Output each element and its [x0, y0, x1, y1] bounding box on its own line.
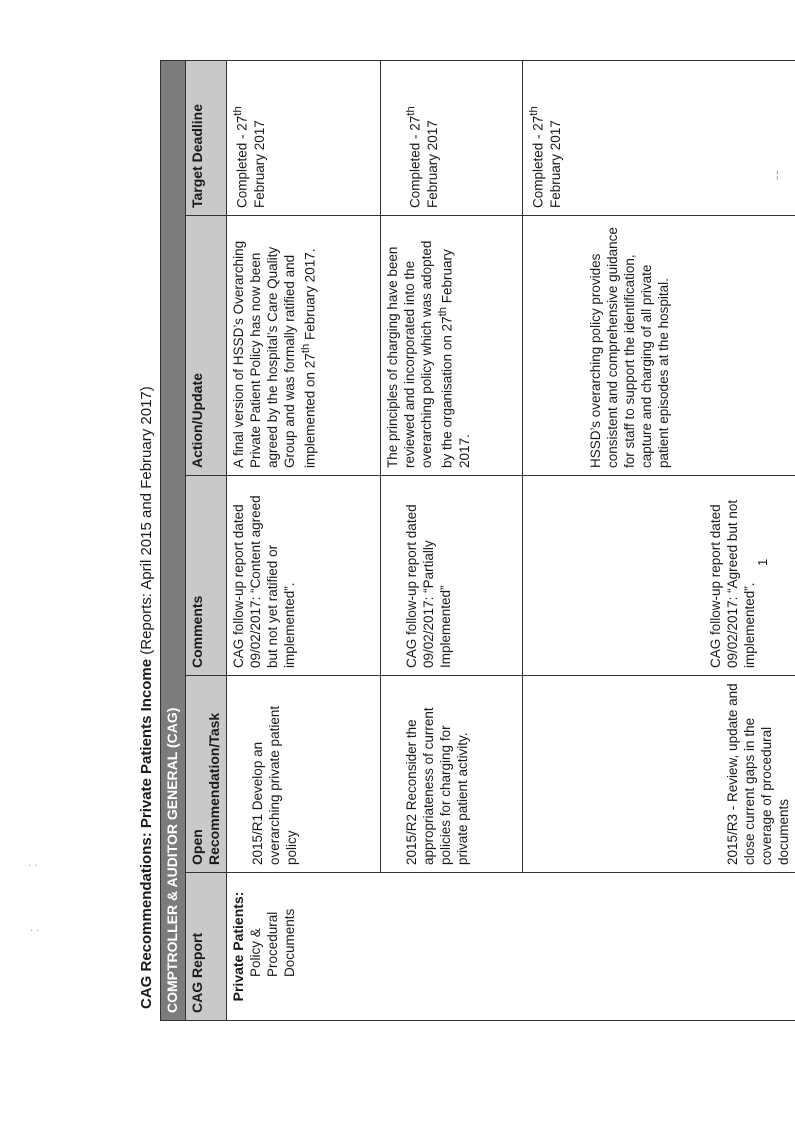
page-number: 1 [755, 558, 770, 566]
comments-cell: CAG follow-up report dated 09/02/2017: “Content agreed but not yet ratified or implemented”. [227, 476, 381, 676]
report-cell [227, 873, 795, 1021]
band-label: COMPTROLLER & AUDITOR GENERAL (CAG) [161, 60, 186, 1020]
deadline-sup: th [528, 106, 540, 116]
action-text: A final version of HSSD’s Overarching Private Patient Policy has now been agreed by the hospital’s Care Quality Group and was formally ratified and implemented on 27 [231, 240, 318, 468]
report-main: Private Patients: [230, 891, 246, 1002]
col-header: Open Recommendation/Task [186, 676, 227, 873]
col-header: Target Deadline [186, 60, 227, 215]
scan-edge-mark: ¦ [776, 170, 779, 181]
deadline-end: February 2017 [251, 120, 267, 208]
deadline-text: Completed - 27 [407, 115, 423, 208]
title-normal: (Reports: April 2015 and February 2017) [138, 386, 155, 659]
action-sup: th [437, 306, 449, 317]
report-sub: Policy & Procedural Documents [248, 908, 297, 977]
recommendations-table [160, 60, 795, 1021]
deadline-text: Completed - 27 [234, 115, 250, 208]
col-header: CAG Report [186, 873, 227, 1021]
col-header: Action/Update [186, 216, 227, 476]
deadline-cell [227, 60, 381, 215]
col-header: Comments [186, 476, 227, 676]
deadline-end: February 2017 [424, 120, 440, 208]
table-band-row [161, 60, 186, 1020]
action-text: The principles of charging have been reviewed and incorporated into the overarching policy which was adopted by the organisation on 27 [385, 240, 455, 468]
action-cell [381, 216, 523, 476]
deadline-cell [381, 60, 523, 215]
deadline-text: Completed - 27 [530, 115, 546, 208]
action-sup: th [300, 343, 312, 354]
deadline-sup: th [405, 106, 417, 116]
page-title [138, 386, 155, 1009]
task-cell: 2015/R3 - Review, update and close current gaps in the coverage of procedural documents [523, 676, 795, 873]
action-end: February 2017. [439, 249, 472, 468]
action-cell [227, 216, 381, 476]
comments-cell: CAG follow-up report dated 09/02/2017: “Agreed but not implemented”. [523, 476, 795, 676]
deadline-sup: th [232, 106, 244, 116]
deadline-end: February 2017 [547, 120, 563, 208]
deadline-cell [523, 60, 795, 215]
scan-speck-mark: · · [28, 860, 38, 871]
comments-cell: CAG follow-up report dated 09/02/2017: “Partially Implemented” [381, 476, 523, 676]
action-end: February 2017. [302, 248, 318, 344]
action-cell [523, 216, 795, 476]
action-text: HSSD’s overarching policy provides consistent and comprehensive guidance for staff to support the identification, capture and charging of all private patient episodes at the hospital. [588, 227, 671, 468]
table-row [227, 60, 381, 1020]
task-cell: 2015/R2 Reconsider the appropriateness of current policies for charging for private patient activity. [381, 676, 523, 873]
scan-speck-mark: · · [30, 925, 40, 936]
task-cell: 2015/R1 Develop an overarching private patient policy [227, 676, 381, 873]
table-header-row [186, 60, 227, 1020]
title-bold: CAG Recommendations: Private Patients Income [138, 658, 155, 1009]
